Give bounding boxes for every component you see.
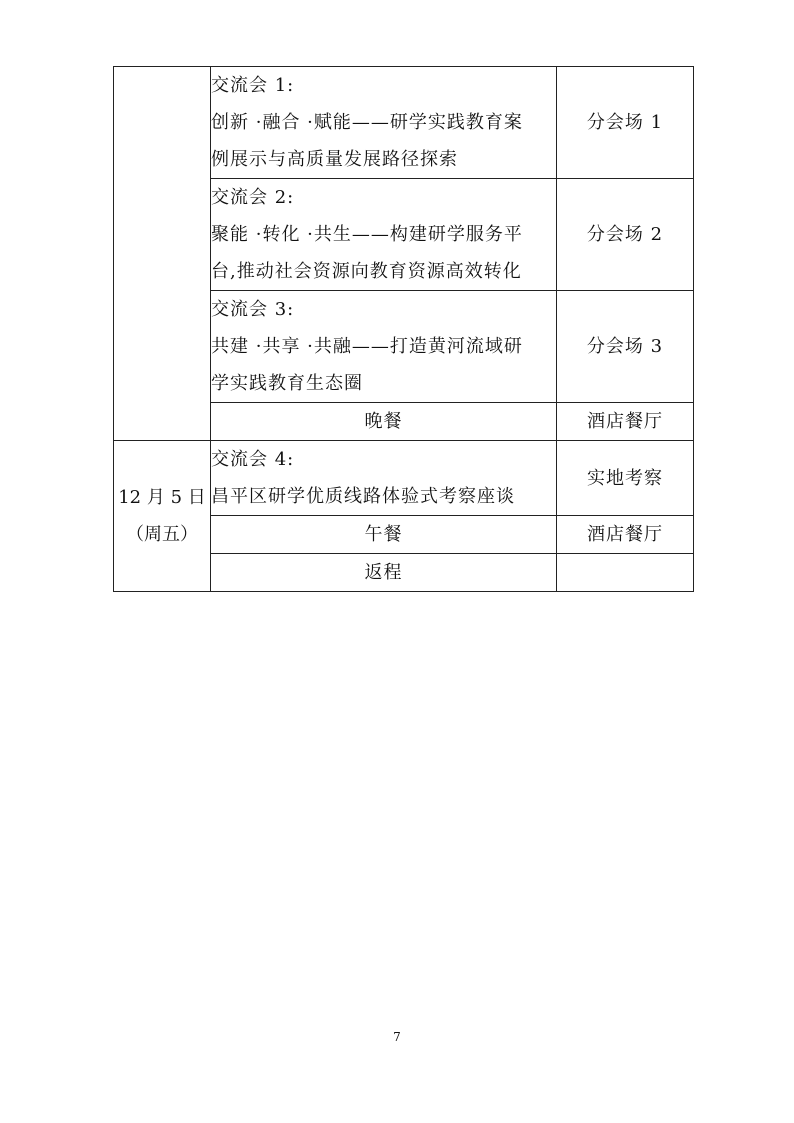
venue-cell: 分会场 3 — [557, 291, 694, 403]
schedule-table — [113, 66, 694, 592]
session-desc-line: 台,推动社会资源向教育资源高效转化 — [211, 261, 522, 282]
venue-cell: 分会场 1 — [557, 67, 694, 179]
session-desc-line: 学实践教育生态圈 — [211, 373, 363, 394]
session-title: 交流会 1: — [211, 75, 295, 96]
session-title: 交流会 3: — [211, 299, 295, 320]
session-cell — [211, 67, 557, 179]
lunch-cell: 午餐 — [211, 516, 557, 554]
date-text: 12 月 5 日 — [118, 487, 206, 508]
date-cell — [114, 441, 211, 592]
dinner-cell: 晚餐 — [211, 403, 557, 441]
venue-cell: 分会场 2 — [557, 179, 694, 291]
venue-cell-empty — [557, 554, 694, 592]
session-title: 交流会 2: — [211, 187, 295, 208]
session-cell — [211, 291, 557, 403]
session-desc-line: 共建 ·共享 ·共融——打造黄河流域研 — [211, 336, 523, 357]
venue-cell: 酒店餐厅 — [557, 516, 694, 554]
session-title: 交流会 4: — [211, 449, 295, 470]
session-desc-line: 例展示与高质量发展路径探索 — [211, 149, 458, 170]
return-cell: 返程 — [211, 554, 557, 592]
session-cell — [211, 441, 557, 516]
session-desc-line: 聚能 ·转化 ·共生——构建研学服务平 — [211, 224, 523, 245]
session-desc-line: 创新 ·融合 ·赋能——研学实践教育案 — [211, 112, 523, 133]
table-row — [114, 67, 694, 179]
date-cell-empty — [114, 67, 211, 441]
venue-cell: 酒店餐厅 — [557, 403, 694, 441]
table-row — [114, 441, 694, 516]
page-number: 7 — [393, 1030, 401, 1044]
session-cell — [211, 179, 557, 291]
session-desc-line: 昌平区研学优质线路体验式考察座谈 — [211, 486, 515, 507]
weekday-text: （周五） — [126, 524, 198, 545]
venue-cell: 实地考察 — [557, 441, 694, 516]
